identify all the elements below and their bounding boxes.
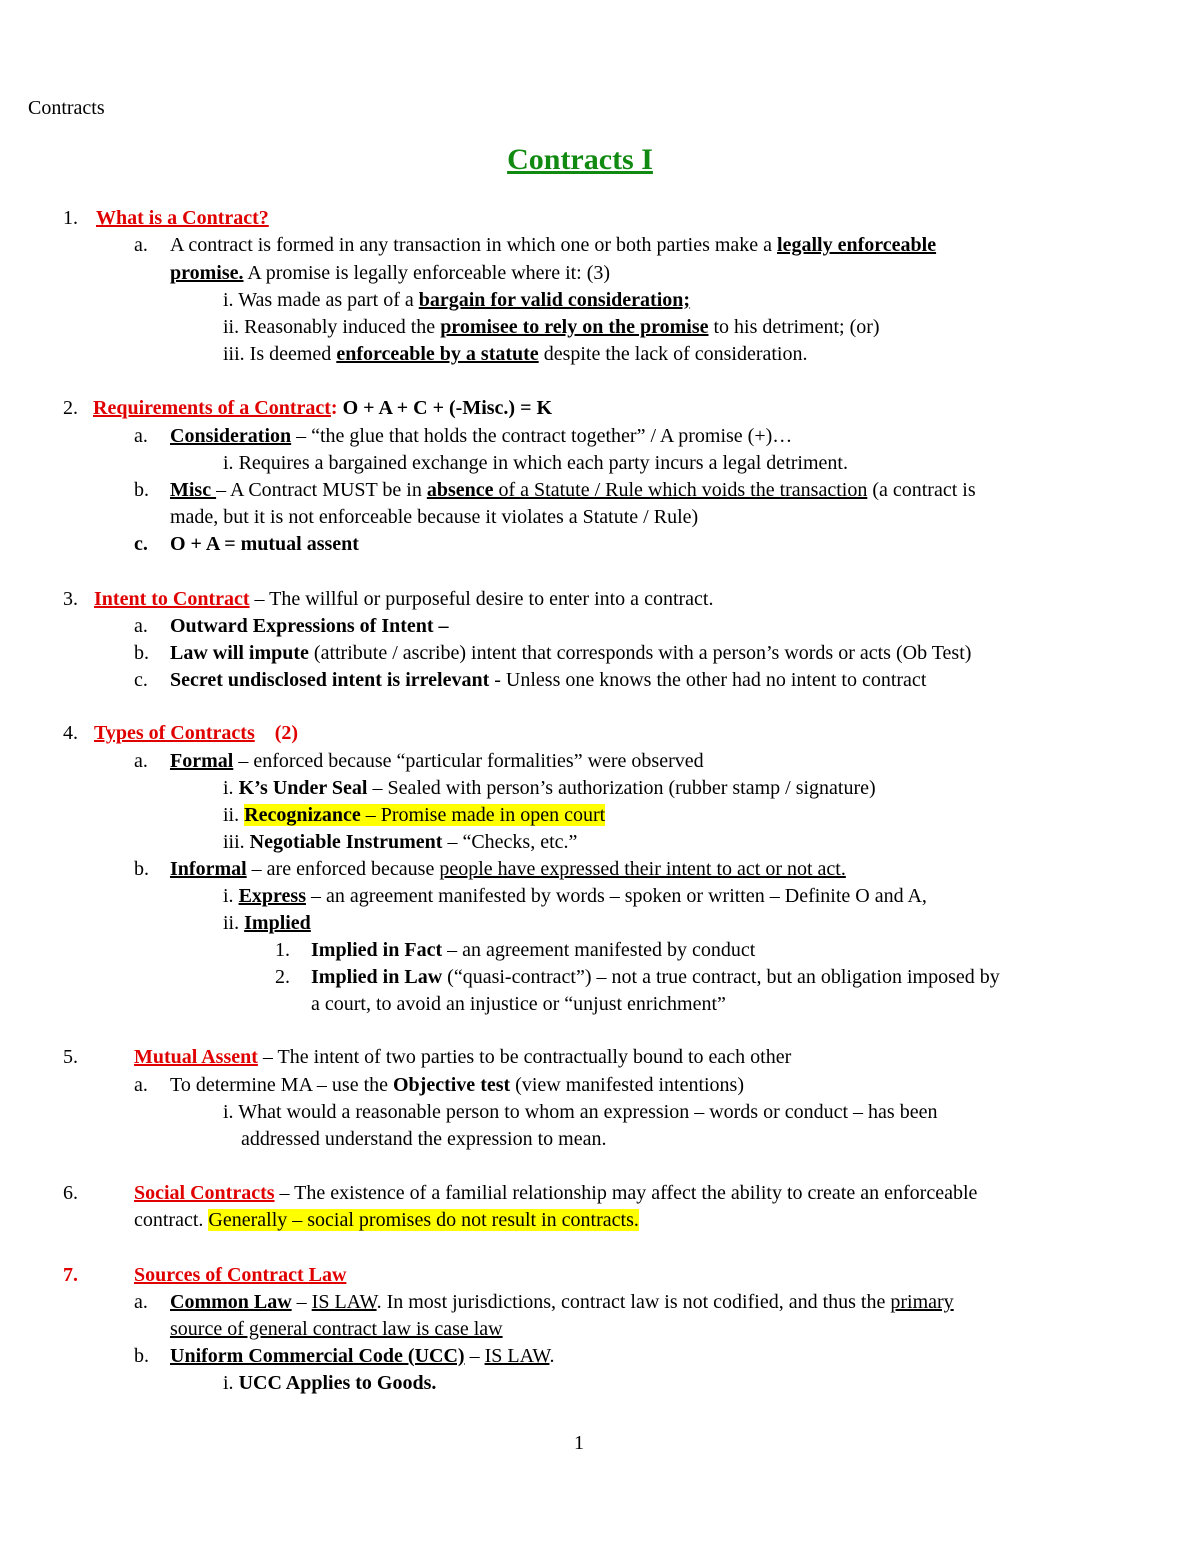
- s1-a-label: a.: [134, 234, 148, 256]
- s1-a-line2: promise. A promise is legally enforceable where it: (3): [170, 262, 611, 284]
- section-2-number: 2.: [63, 397, 78, 419]
- s7-b-i: i. UCC Applies to Goods.: [223, 1372, 437, 1394]
- section-7-heading: Sources of Contract Law: [134, 1264, 347, 1286]
- section-7-number: 7.: [63, 1264, 78, 1286]
- s1-ii: ii. Reasonably induced the promisee to rely on the promise to his detriment; (or): [223, 316, 880, 338]
- section-1-number: 1.: [63, 207, 78, 229]
- s2-c: O + A = mutual assent: [170, 533, 359, 555]
- s4-b-ii-1: Implied in Fact – an agreement manifested by conduct: [311, 939, 756, 961]
- s4-b-ii-2-label: 2.: [275, 966, 290, 988]
- running-header: Contracts: [28, 97, 105, 119]
- s4-a-label: a.: [134, 750, 148, 772]
- page-number: 1: [574, 1432, 584, 1454]
- s5-a-label: a.: [134, 1074, 148, 1096]
- s4-b-label: b.: [134, 858, 149, 880]
- s5-a-i-line1: i. What would a reasonable person to whom an expression – words or conduct – has been: [223, 1101, 938, 1123]
- s4-a-iii: iii. Negotiable Instrument – “Checks, etc.”: [223, 831, 578, 853]
- page-title: Contracts I: [507, 143, 653, 176]
- s2-a: Consideration – “the glue that holds the contract together” / A promise (+)…: [170, 425, 793, 447]
- s7-a-line2: source of general contract law is case law: [170, 1318, 503, 1340]
- section-4-heading-line: Types of Contracts (2): [94, 722, 299, 744]
- s4-b-i: i. Express – an agreement manifested by words – spoken or written – Definite O and A,: [223, 885, 927, 907]
- s2-c-label: c.: [134, 533, 148, 555]
- section-5-number: 5.: [63, 1046, 78, 1068]
- section-6-line2: contract. Generally – social promises do not result in contracts.: [134, 1209, 639, 1231]
- section-1-heading: What is a Contract?: [96, 207, 269, 229]
- s4-b: Informal – are enforced because people have expressed their intent to act or not act.: [170, 858, 846, 880]
- s2-b-line1: Misc – A Contract MUST be in absence of a Statute / Rule which voids the transaction (a contract is: [170, 479, 976, 501]
- s3-a-label: a.: [134, 615, 148, 637]
- s3-c-label: c.: [134, 669, 148, 691]
- section-6-number: 6.: [63, 1182, 78, 1204]
- s4-b-ii-2-line2: a court, to avoid an injustice or “unjust enrichment”: [311, 993, 726, 1015]
- s1-iii: iii. Is deemed enforceable by a statute despite the lack of consideration.: [223, 343, 808, 365]
- highlighted-note: Generally – social promises do not result in contracts.: [208, 1209, 639, 1231]
- section-3-heading-line: Intent to Contract – The willful or purposeful desire to enter into a contract.: [94, 588, 714, 610]
- s4-a-i: i. K’s Under Seal – Sealed with person’s authorization (rubber stamp / signature): [223, 777, 876, 799]
- s2-b-label: b.: [134, 479, 149, 501]
- s2-a-i: i. Requires a bargained exchange in which each party incurs a legal detriment.: [223, 452, 848, 474]
- s4-b-ii-2-line1: Implied in Law (“quasi-contract”) – not a true contract, but an obligation imposed by: [311, 966, 1000, 988]
- s1-a-line1: A contract is formed in any transaction in which one or both parties make a legally enforceable: [170, 234, 937, 256]
- s3-b: Law will impute (attribute / ascribe) intent that corresponds with a person’s words or acts (Ob Test): [170, 642, 972, 664]
- s7-b-label: b.: [134, 1345, 149, 1367]
- s3-c: Secret undisclosed intent is irrelevant - Unless one knows the other had no intent to contract: [170, 669, 927, 691]
- s4-b-ii: ii. Implied: [223, 912, 311, 934]
- s4-b-ii-1-label: 1.: [275, 939, 290, 961]
- s2-a-label: a.: [134, 425, 148, 447]
- s2-b-line2: made, but it is not enforceable because it violates a Statute / Rule): [170, 506, 699, 528]
- s4-a: Formal – enforced because “particular formalities” were observed: [170, 750, 704, 772]
- section-4-number: 4.: [63, 722, 78, 744]
- s7-b: Uniform Commercial Code (UCC) – IS LAW.: [170, 1345, 555, 1367]
- s7-a-line1: Common Law – IS LAW. In most jurisdictions, contract law is not codified, and thus the primary: [170, 1291, 954, 1313]
- section-6-heading-line: Social Contracts – The existence of a familial relationship may affect the ability to create an enforceable: [134, 1182, 978, 1204]
- section-5-heading-line: Mutual Assent – The intent of two parties to be contractually bound to each other: [134, 1046, 792, 1068]
- s5-a-i-line2: addressed understand the expression to mean.: [241, 1128, 607, 1150]
- s7-a-label: a.: [134, 1291, 148, 1313]
- s5-a: To determine MA – use the Objective test (view manifested intentions): [170, 1074, 744, 1096]
- s1-i: i. Was made as part of a bargain for valid consideration;: [223, 289, 691, 311]
- s3-a: Outward Expressions of Intent –: [170, 615, 449, 637]
- section-3-number: 3.: [63, 588, 78, 610]
- section-2-heading-line: Requirements of a Contract: O + A + C + (-Misc.) = K: [93, 397, 553, 419]
- s3-b-label: b.: [134, 642, 149, 664]
- s4-a-ii: ii. Recognizance – Promise made in open court: [223, 804, 606, 826]
